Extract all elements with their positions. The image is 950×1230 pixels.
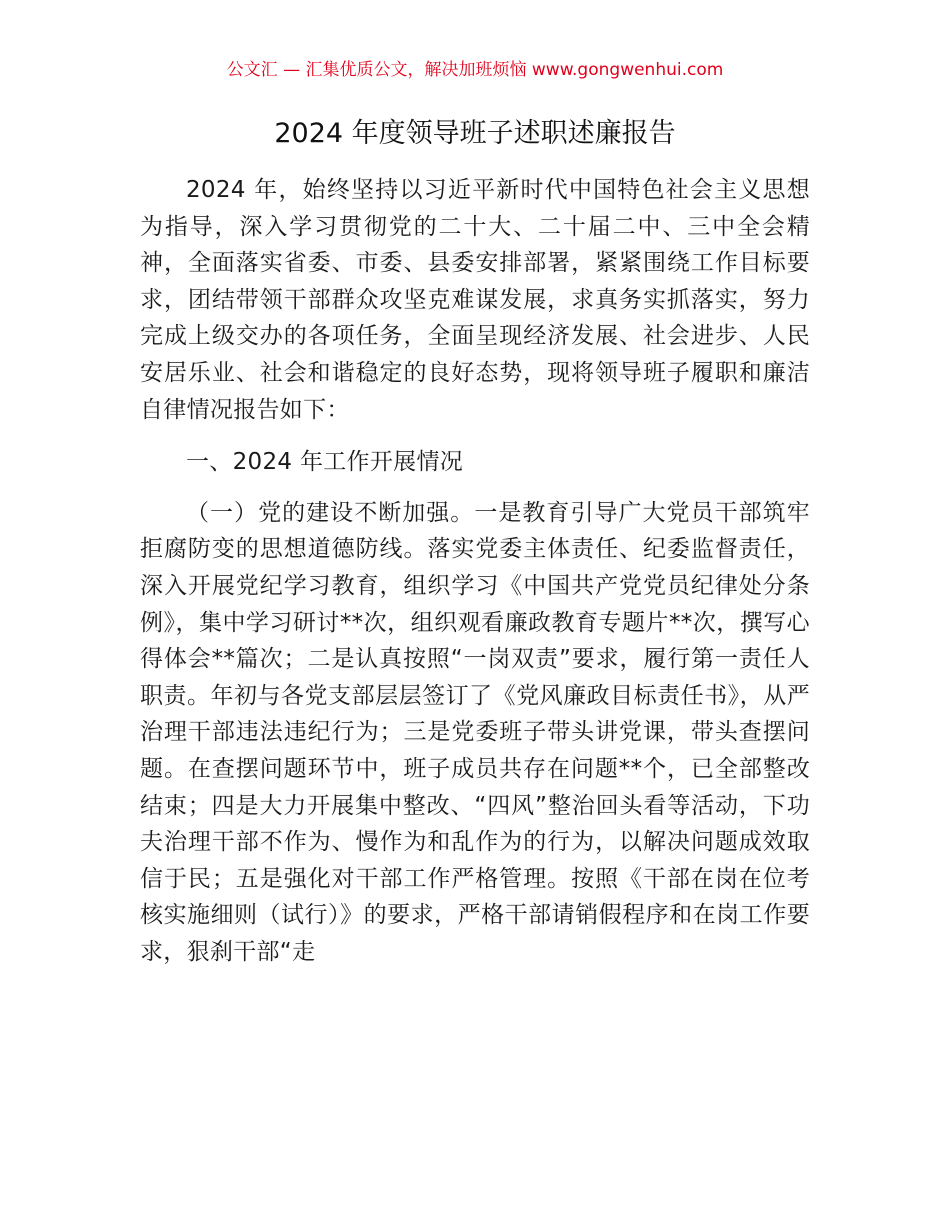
intro-paragraph: 2024 年，始终坚持以习近平新时代中国特色社会主义思想为指导，深入学习贯彻党的二十大、二十届二中、三中全会精神，全面落实省委、市委、县委安排部署，紧紧围绕工作目标要求，团结带领干部群众攻坚克难谋发展，求真务实抓落实，努力完成上级交办的各项任务，全面呈现经济发展、社会进步、人民安居乐业、社会和谐稳定的良好态势，现将领导班子履职和廉洁自律情况报告如下： — [140, 177, 810, 423]
document-body — [140, 172, 810, 970]
document-title: 2024 年度领导班子述职述廉报告 — [274, 118, 676, 149]
watermark-header: 公文汇 — 汇集优质公文，解决加班烦恼 www.gongwenhui.com — [226, 60, 724, 80]
section-paragraph: （一）党的建设不断加强。一是教育引导广大党员干部筑牢拒腐防变的思想道德防线。落实党委主体责任、纪委监督责任，深入开展党纪学习教育，组织学习《中国共产党党员纪律处分条例》，集中学习研讨**次，组织观看廉政教育专题片**次，撰写心得体会**篇次；二是认真按照“一岗双责”要求，履行第一责任人职责。年初与各党支部层层签订了《党风廉政目标责任书》，从严治理干部违法违纪行为；三是党委班子带头讲党课，带头查摆问题。在查摆问题环节中，班子成员共存在问题**个，已全部整改结束；四是大力开展集中整改、“四风”整治回头看等活动，下功夫治理干部不作为、慢作为和乱作为的行为，以解决问题成效取信于民；五是强化对干部工作严格管理。按照《干部在岗在位考核实施细则（试行）》的要求，严格干部请销假程序和在岗工作要求，狠刹干部“走 — [140, 499, 810, 965]
section-heading: 一、2024 年工作开展情况 — [186, 449, 464, 476]
